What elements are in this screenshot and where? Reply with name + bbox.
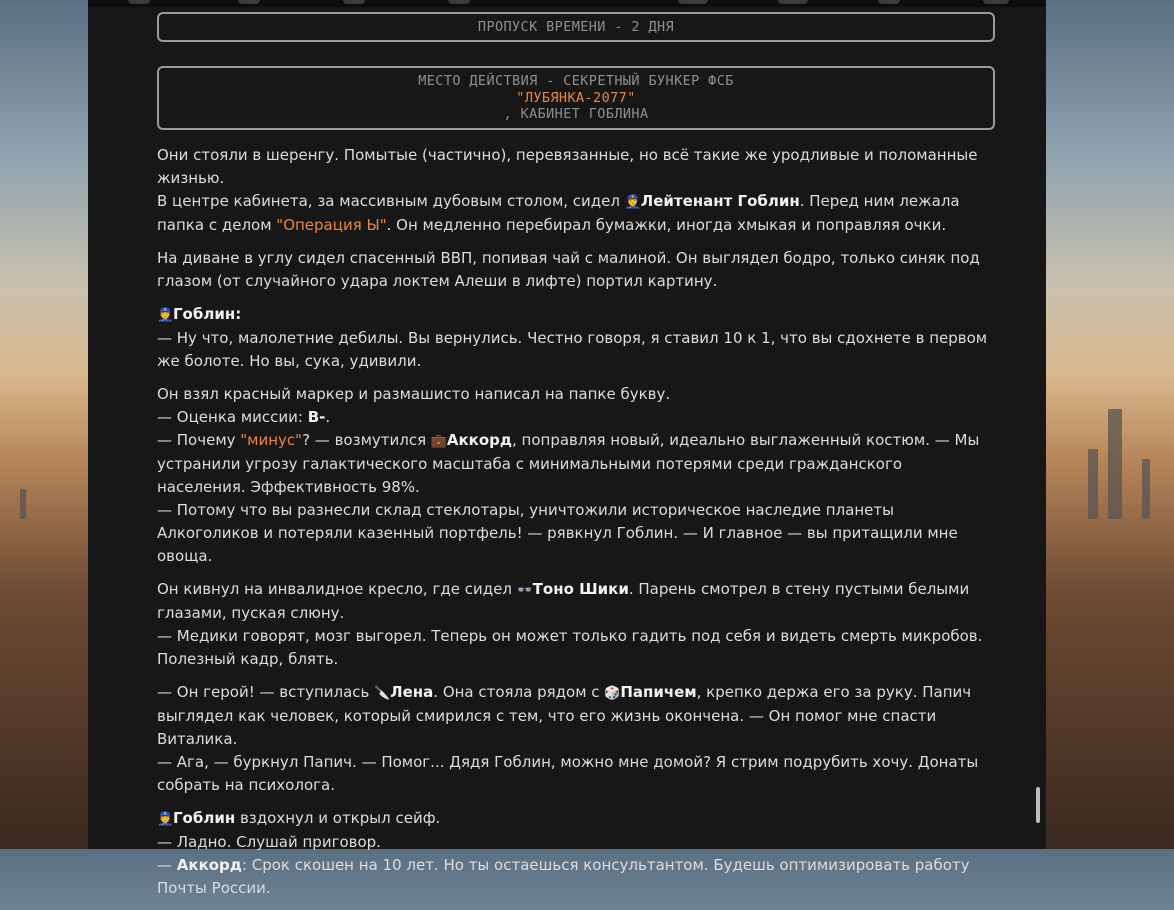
character-name: Гоблин bbox=[173, 808, 236, 827]
background-spire bbox=[20, 489, 26, 519]
character-name: Тоно Шики bbox=[532, 579, 629, 598]
text-span: ? — возмутился bbox=[302, 430, 431, 449]
text-span: — Он герой! — вступилась bbox=[157, 682, 375, 701]
time-skip-box bbox=[157, 12, 995, 42]
character-name: Аккорд bbox=[446, 430, 513, 449]
background-spire bbox=[1108, 409, 1122, 519]
text-span: , крепко держа его за руку. Папич выглядел как человек, который смирился с тем, что его жизнь окончена. — Он помог мне спасти Виталика. bbox=[157, 682, 972, 748]
text-span: . Перед ним лежала папка с делом bbox=[157, 191, 960, 234]
location-name: "ЛУБЯНКА-2077" bbox=[516, 89, 636, 106]
paragraph bbox=[157, 578, 995, 671]
glasses-icon: 👓 bbox=[516, 582, 533, 598]
text-span: . Он медленно перебирал бумажки, иногда хмыкая и поправляя очки. bbox=[386, 215, 947, 234]
text-span: — Оценка миссии: bbox=[157, 407, 308, 426]
text-span: — Медики говорят, мозг выгорел. Теперь он может только гадить под себя и видеть смерть микробов. Полезный кадр, блять. bbox=[157, 626, 983, 668]
top-toolbar bbox=[88, 0, 1046, 7]
toolbar-icon[interactable] bbox=[238, 0, 260, 4]
scrollbar-thumb[interactable] bbox=[1036, 787, 1040, 823]
text-span: . bbox=[325, 407, 331, 426]
toolbar-icon[interactable] bbox=[128, 0, 150, 4]
die-icon: 🎲 bbox=[604, 685, 621, 701]
text-span: — Ага, — буркнул Папич. — Помог... Дядя Гоблин, можно мне домой? Я стрим подрубить хочу. Донаты собрать на психолога. bbox=[157, 752, 979, 794]
background-spire bbox=[1142, 459, 1150, 519]
toolbar-icon[interactable] bbox=[448, 0, 470, 4]
text-span: В центре кабинета, за массивным дубовым столом, сидел bbox=[157, 191, 625, 210]
highlight-text: "минус" bbox=[240, 430, 303, 449]
paragraph bbox=[157, 144, 995, 237]
character-name: Папичем bbox=[620, 682, 697, 701]
police-officer-icon: 👮 bbox=[624, 194, 641, 210]
text-span: , поправляя новый, идеально выглаженный костюм. — Мы устранили угрозу галактического масштаба с минимальными потерями среди гражданского населения. Эффективность 98%. bbox=[157, 430, 980, 496]
location-line: МЕСТО ДЕЙСТВИЯ - СЕКРЕТНЫЙ БУНКЕР ФСБ bbox=[418, 73, 734, 89]
text-span: — Потому что вы разнесли склад стеклотары, уничтожили историческое наследие планеты Алкоголиков и потеряли казенный портфель! — рявкнул Гоблин. — И главное — вы притащили мне овоща. bbox=[157, 500, 958, 565]
text-span: — bbox=[157, 855, 177, 874]
location-line: , КАБИНЕТ ГОБЛИНА bbox=[503, 106, 649, 122]
text-span: Они стояли в шеренгу. Помытые (частично), перевязанные, но всё такие же уродливые и поломанные жизнью. bbox=[157, 145, 978, 187]
knife-icon: 🔪 bbox=[374, 685, 391, 701]
text-span: На диване в углу сидел спасенный ВВП, попивая чай с малиной. Он выглядел бодро, только синяк под глазом (от случайного удара локтем Алеши в лифте) портил картину. bbox=[157, 248, 980, 290]
paragraph bbox=[157, 247, 995, 293]
speaker-label: Гоблин: bbox=[173, 304, 242, 323]
toolbar-icon[interactable] bbox=[878, 0, 900, 4]
character-name: Лена bbox=[390, 682, 434, 701]
paragraph bbox=[157, 303, 995, 373]
background-right bbox=[1046, 0, 1174, 849]
text-span: : Срок скошен на 10 лет. Но ты остаешься консультантом. Будешь оптимизировать работу Почты России. bbox=[157, 855, 970, 897]
paragraph bbox=[157, 807, 995, 900]
paragraph bbox=[157, 681, 995, 797]
toolbar-icon[interactable] bbox=[678, 0, 708, 4]
location-box bbox=[157, 66, 995, 130]
speaker-label: Аккорд bbox=[176, 855, 242, 874]
time-skip-text: ПРОПУСК ВРЕМЕНИ - 2 ДНЯ bbox=[477, 19, 675, 35]
text-span: . Она стояла рядом с bbox=[433, 682, 605, 701]
toolbar-icon[interactable] bbox=[778, 0, 808, 4]
character-name: Лейтенант Гоблин bbox=[640, 191, 800, 210]
text-span: — Ладно. Слушай приговор. bbox=[157, 832, 381, 851]
text-span: Он кивнул на инвалидное кресло, где сидел bbox=[157, 579, 517, 598]
background-left bbox=[0, 0, 88, 849]
highlight-text: "Операция Ы" bbox=[276, 215, 387, 234]
text-span: — Ну что, малолетние дебилы. Вы вернулись. Честно говоря, я ставил 10 к 1, что вы сдохнете в первом же болоте. Но вы, сука, удивили. bbox=[157, 328, 988, 370]
grade-text: B- bbox=[307, 407, 326, 426]
briefcase-icon: 💼 bbox=[430, 433, 448, 449]
message-content bbox=[157, 12, 995, 910]
police-officer-icon: 👮 bbox=[157, 811, 174, 827]
text-span: вздохнул и открыл сейф. bbox=[235, 808, 441, 827]
toolbar-icon[interactable] bbox=[983, 0, 1009, 4]
police-officer-icon: 👮 bbox=[157, 307, 174, 323]
paragraph bbox=[157, 383, 995, 568]
text-span: Он взял красный маркер и размашисто написал на папке букву. bbox=[157, 384, 671, 403]
scrollbar[interactable] bbox=[1036, 20, 1040, 840]
toolbar-icon[interactable] bbox=[343, 0, 365, 4]
text-span: — Почему bbox=[157, 430, 241, 449]
text-span: . Парень смотрел в стену пустыми белыми глазами, пуская слюну. bbox=[157, 579, 970, 622]
chat-panel bbox=[88, 0, 1046, 897]
background-spire bbox=[1088, 449, 1098, 519]
message-body bbox=[157, 144, 995, 900]
